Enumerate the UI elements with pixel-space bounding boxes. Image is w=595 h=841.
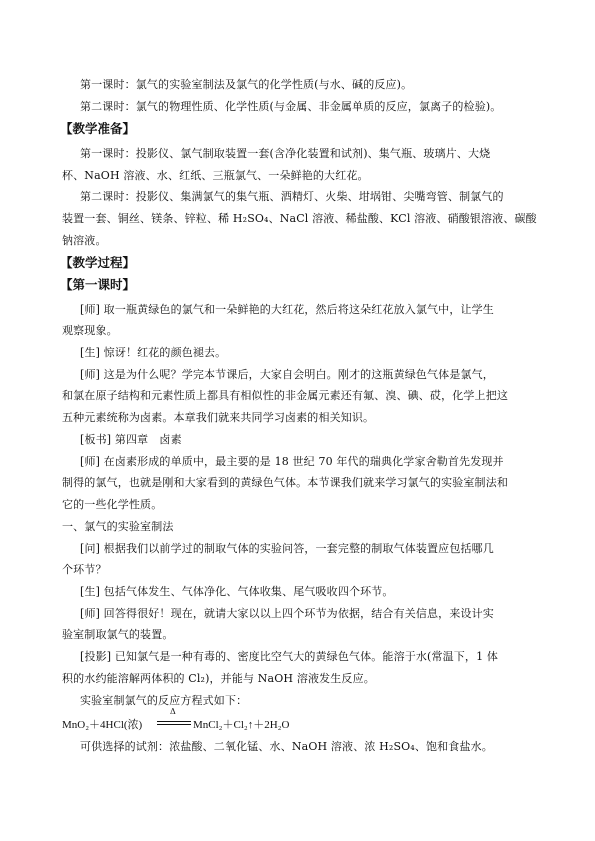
paragraph-line: 验室制取氯气的装置。 (62, 628, 174, 641)
paragraph-line: 制得的氯气，也就是刚和大家看到的黄绿色气体。本节课我们就来学习氯气的实验室制法和 (62, 476, 508, 489)
paragraph-line: 和氯在原子结构和元素性质上都具有相似性的非金属元素还有氟、溴、碘、砹，化学上把这 (62, 389, 508, 402)
paragraph-line: 观察现象。 (62, 324, 118, 337)
paragraph-line: [生] 包括气体发生、气体净化、气体收集、尾气吸收四个环节。 (80, 585, 394, 598)
paragraph-line: [投影] 已知氯气是一种有毒的、密度比空气大的黄绿色气体。能溶于水(常温下，1 体 (80, 650, 499, 663)
prep-lesson-2-line-1: 第二课时：投影仪、集满氯气的集气瓶、酒精灯、火柴、坩埚钳、尖嘴弯管、制氯气的 (80, 190, 504, 203)
heading-first-lesson: 【第一课时】 (60, 277, 136, 292)
blackboard-note: [板书] 第四章 卤素 (80, 433, 182, 446)
prep-lesson-2-line-2: 装置一套、铜丝、镁条、锌粒、稀 H₂SO₄、NaCl 溶液、稀盐酸、KCl 溶液、硝酸银溶液、碳酸 (62, 212, 537, 225)
equation-line-top (157, 721, 191, 722)
paragraph-line: 五种元素统称为卤素。本章我们就来共同学习卤素的相关知识。 (62, 411, 375, 424)
heat-symbol: Δ (170, 707, 176, 716)
paragraph-line: [师] 这是为什么呢？学完本节课后，大家自会明白。刚才的这瓶黄绿色气体是氯气， (80, 368, 494, 381)
section-heading: 一、氯气的实验室制法 (62, 520, 174, 533)
prep-lesson-2-line-3: 钠溶液。 (62, 234, 107, 247)
equation-reactants: MnO₂＋4HCl(浓) (62, 719, 143, 731)
paragraph-line: [师] 取一瓶黄绿色的氯气和一朵鲜艳的大红花，然后将这朵红花放入氯气中，让学生 (80, 303, 494, 316)
prep-lesson-1-line-1: 第一课时：投影仪、氯气制取装置一套(含净化装置和试剂)、集气瓶、玻璃片、大烧 (80, 147, 491, 160)
paragraph-line: [问] 根据我们以前学过的制取气体的实验问答，一套完整的制取气体装置应包括哪几 (80, 542, 494, 555)
prep-lesson-1-line-2: 杯、NaOH 溶液、水、红纸、三瓶氯气、一朵鲜艳的大红花。 (62, 169, 369, 182)
paragraph-line: [生] 惊讶！红花的颜色褪去。 (80, 346, 227, 359)
paragraph-line: 个环节？ (62, 563, 107, 576)
plan-lesson-1: 第一课时：氯气的实验室制法及氯气的化学性质(与水、碱的反应)。 (80, 78, 413, 91)
paragraph-line: 积的水约能溶解两体积的 Cl₂)，并能与 NaOH 溶液发生反应。 (62, 672, 375, 685)
paragraph-line: [师] 回答得很好！现在，就请大家以以上四个环节为依据，结合有关信息，来设计实 (80, 607, 494, 620)
paragraph-line: [师] 在卤素形成的单质中，最主要的是 18 世纪 70 年代的瑞典化学家舍勒首先发现并 (80, 455, 504, 468)
heading-process: 【教学过程】 (60, 255, 136, 270)
plan-lesson-2: 第二课时：氯气的物理性质、化学性质(与金属、非金属单质的反应，氯离子的检验)。 (80, 100, 502, 113)
paragraph-line: 可供选择的试剂：浓盐酸、二氧化锰、水、NaOH 溶液、浓 H₂SO₄、饱和食盐水。 (80, 740, 493, 753)
equation-products: MnCl₂＋Cl₂↑＋2H₂O (193, 719, 290, 731)
paragraph-line: 实验室制氯气的反应方程式如下： (80, 694, 248, 707)
paragraph-line: 它的一些化学性质。 (62, 498, 163, 511)
heading-preparation: 【教学准备】 (60, 121, 136, 136)
equation-line-bottom (157, 724, 191, 725)
